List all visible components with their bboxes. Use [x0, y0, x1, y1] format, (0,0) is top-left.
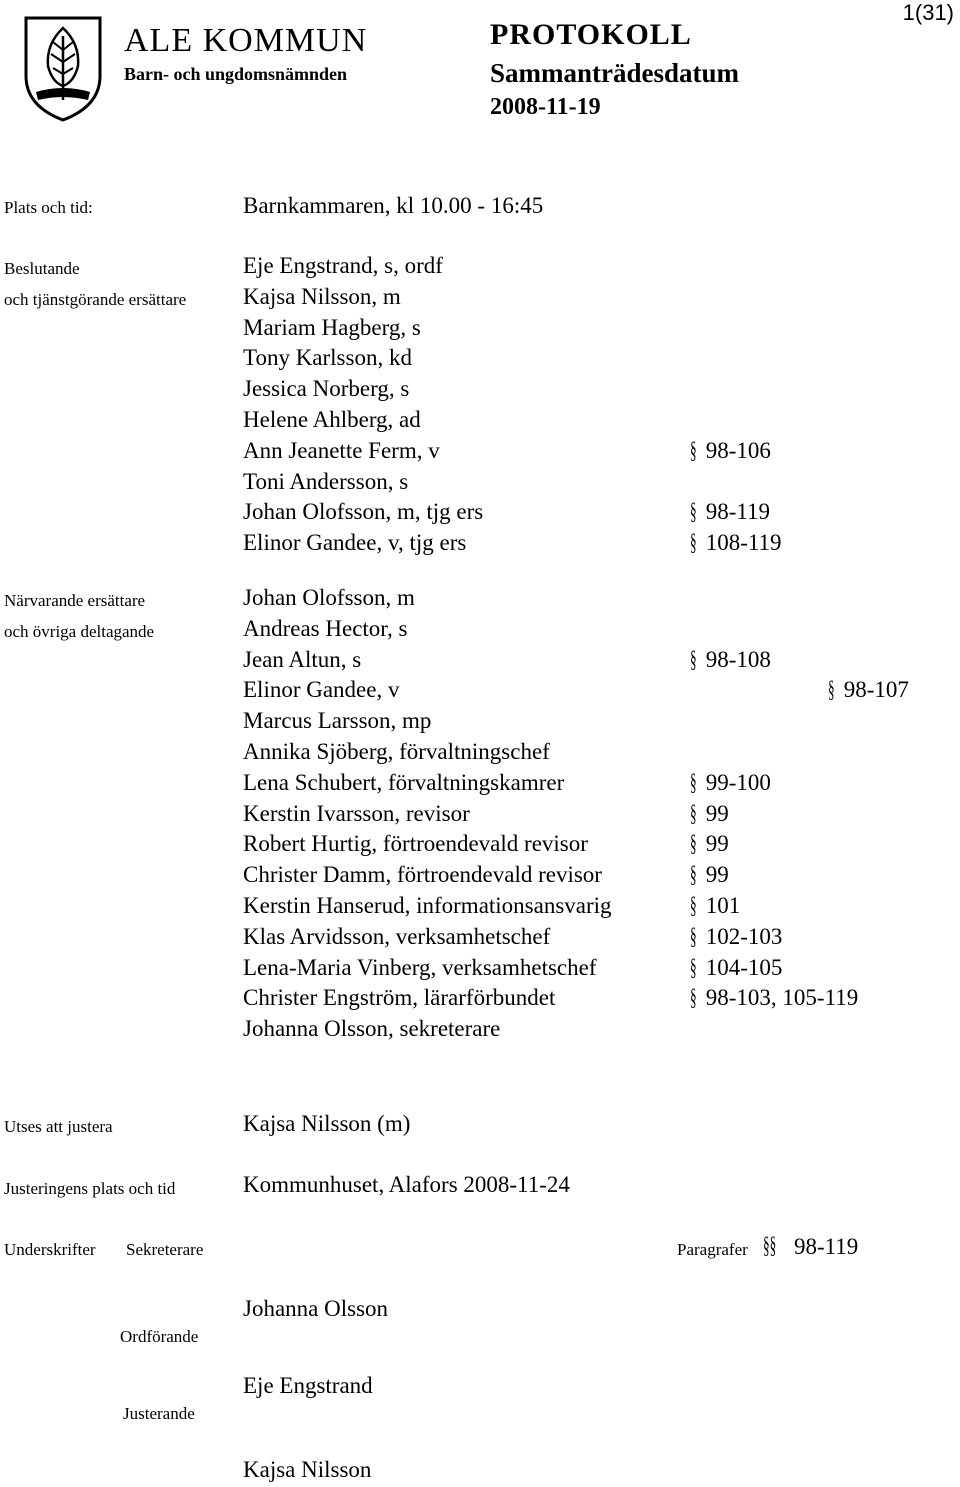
attendee-paragraphs: [690, 862, 729, 889]
attendee-name: Johan Olofsson, m, tjg ers: [243, 499, 484, 525]
adjust-place-label: Justeringens plats och tid: [4, 1179, 176, 1198]
others-label: Närvarande ersättare: [4, 591, 146, 610]
section-sign: §: [690, 862, 697, 889]
attendee-name: Helene Ahlberg, ad: [243, 407, 421, 432]
signatures-label: Underskrifter: [4, 1240, 96, 1259]
paragraph-range: 98-108: [705, 646, 771, 672]
decision-makers-label-2: och tjänstgörande ersättare: [4, 290, 187, 309]
paragraph-range: 101: [705, 893, 741, 918]
attendee-paragraphs: [690, 770, 771, 797]
attendee-name: Christer Engström, lärarförbundet: [243, 985, 556, 1011]
chair-name: Eje Engstrand: [243, 1373, 373, 1398]
attendee-paragraphs: [690, 647, 771, 674]
attendee-name: Lena Schubert, förvaltningskamrer: [243, 769, 565, 795]
attendee-paragraphs: [690, 955, 782, 982]
attendee-name: Ann Jeanette Ferm, v: [243, 437, 440, 463]
place-time-value: Barnkammaren, kl 10.00 - 16:45: [243, 193, 544, 218]
section-sign: §: [690, 985, 697, 1012]
attendee-name: Christer Damm, förtroendevald revisor: [243, 862, 602, 888]
paragraph-range: 98-119: [705, 499, 771, 525]
adjuster-name: Kajsa Nilsson: [243, 1457, 372, 1482]
section-sign: §: [690, 893, 697, 919]
attendee-name: Elinor Gandee, v, tjg ers: [243, 530, 467, 556]
paragraph-range: 99: [705, 831, 729, 857]
attendee-name: Jessica Norberg, s: [243, 376, 410, 402]
meeting-date: 2008-11-19: [490, 94, 601, 120]
attendee-paragraphs: [690, 438, 771, 465]
adjuster-value: Kajsa Nilsson (m): [243, 1111, 411, 1136]
secretary-label: Sekreterare: [126, 1240, 204, 1259]
paragraphs-value: 98-119: [794, 1234, 859, 1259]
attendee-name: Kerstin Hanserud, informationsansvarig: [243, 893, 612, 918]
attendee-paragraphs: [690, 499, 770, 526]
paragraph-range: 108-119: [705, 530, 782, 556]
decision-makers-label: Beslutande: [4, 259, 80, 278]
paragraphs-label: Paragrafer: [677, 1240, 748, 1259]
attendee-name: Annika Sjöberg, förvaltningschef: [243, 739, 550, 764]
attendee-paragraphs: [828, 677, 909, 704]
paragraph-range: 98-107: [843, 677, 909, 703]
adjuster-sign-label: Justerande: [123, 1404, 195, 1423]
attendee-name: Elinor Gandee, v: [243, 677, 400, 703]
attendee-name: Jean Altun, s: [243, 646, 362, 672]
paragraph-range: 99: [705, 800, 729, 826]
attendee-name: Eje Engstrand, s, ordf: [243, 253, 443, 278]
paragraph-range: 98-106: [705, 437, 771, 463]
adjuster-label: Utses att justera: [4, 1117, 113, 1136]
paragraph-range: 99-100: [705, 769, 771, 795]
section-sign: §: [690, 646, 697, 673]
attendee-paragraphs: [690, 831, 729, 858]
meeting-date-label: Sammanträdesdatum: [490, 58, 740, 88]
attendee-name: Andreas Hector, s: [243, 615, 408, 641]
section-sign: §: [690, 831, 697, 858]
attendee-paragraphs: [690, 924, 782, 951]
paragraph-range: 102-103: [705, 923, 783, 949]
adjust-place-value: Kommunhuset, Alafors 2008-11-24: [243, 1172, 570, 1197]
attendee-name: Kajsa Nilsson, m: [243, 283, 401, 309]
attendee-name: Kerstin Ivarsson, revisor: [243, 800, 470, 826]
municipal-shield-tree-logo: [22, 14, 104, 124]
secretary-name: Johanna Olsson: [243, 1296, 389, 1321]
paragraph-range: 104-105: [705, 954, 783, 980]
place-time-label: Plats och tid:: [4, 198, 93, 217]
section-sign: §: [690, 800, 697, 827]
attendee-name: Tony Karlsson, kd: [243, 345, 412, 371]
chair-label: Ordförande: [120, 1327, 199, 1346]
attendee-paragraphs: [690, 985, 858, 1012]
document-title: PROTOKOLL: [490, 18, 692, 51]
section-sign: §: [690, 437, 697, 464]
attendee-paragraphs: [690, 530, 782, 557]
section-sign: §: [690, 530, 697, 557]
attendee-name: Robert Hurtig, förtroendevald revisor: [243, 831, 588, 857]
attendee-name: Klas Arvidsson, verksamhetschef: [243, 923, 551, 949]
paragraphs-symbol: §§: [763, 1233, 777, 1259]
others-label-2: och övriga deltagande: [4, 622, 155, 641]
committee-name: Barn- och ungdomsnämnden: [124, 64, 348, 84]
section-sign: §: [690, 923, 697, 950]
municipality-name: ALE KOMMUN: [124, 22, 368, 59]
attendee-name: Johanna Olsson, sekreterare: [243, 1016, 501, 1042]
attendee-name: Johan Olofsson, m: [243, 585, 415, 610]
page-number: 1(31): [902, 0, 954, 25]
attendee-paragraphs: [690, 893, 740, 920]
attendee-name: Mariam Hagberg, s: [243, 314, 421, 340]
attendee-name: Marcus Larsson, mp: [243, 708, 432, 734]
attendee-paragraphs: [690, 801, 729, 828]
paragraph-range: 98-103, 105-119: [705, 985, 859, 1011]
section-sign: §: [690, 769, 697, 796]
attendee-name: Toni Andersson, s: [243, 468, 409, 494]
attendee-name: Lena-Maria Vinberg, verksamhetschef: [243, 954, 597, 980]
section-sign: §: [690, 499, 697, 526]
section-sign: §: [690, 954, 697, 981]
paragraph-range: 99: [705, 862, 729, 888]
section-sign: §: [828, 677, 835, 704]
